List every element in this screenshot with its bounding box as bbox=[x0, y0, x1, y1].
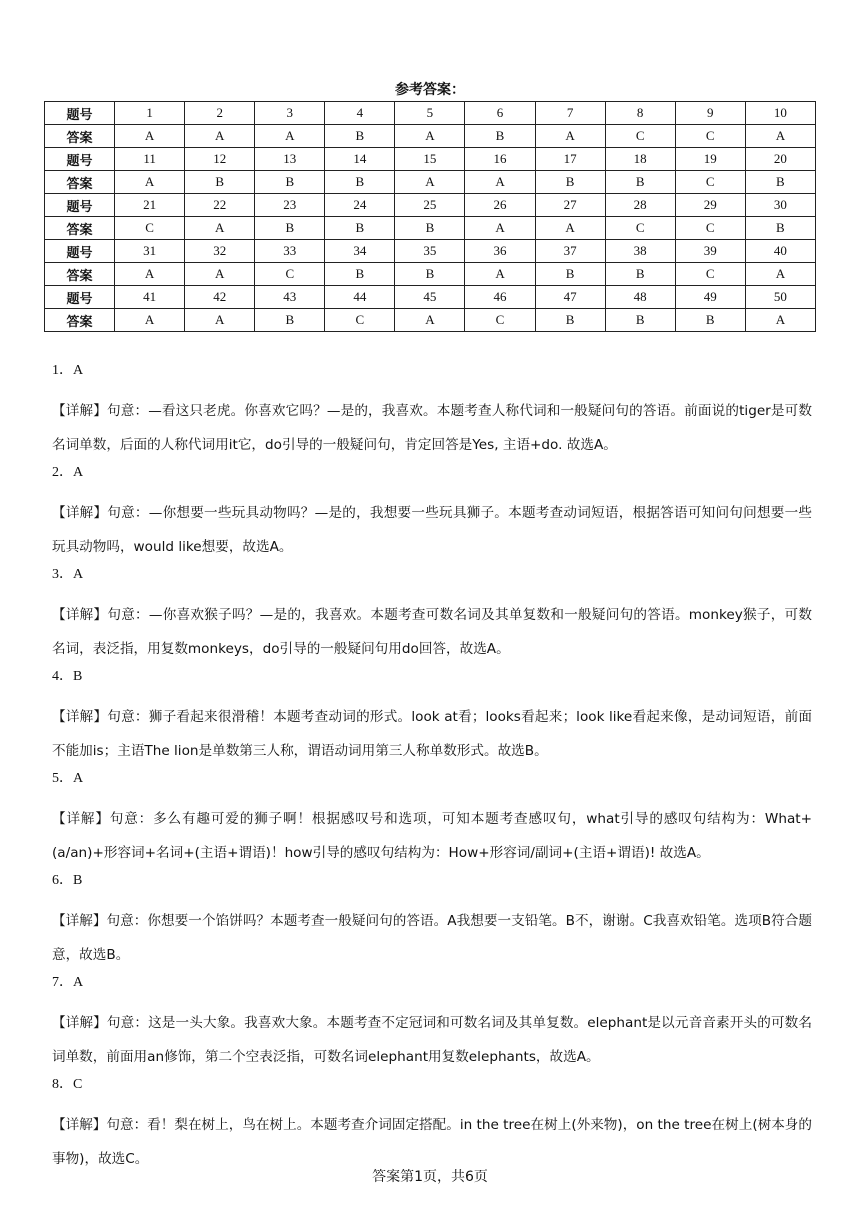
answer-cell: C bbox=[255, 263, 325, 286]
answer-cell: A bbox=[185, 217, 255, 240]
question-explanation: 【详解】句意：狮子看起来很滑稽！本题考查动词的形式。look at看；looks看起来；look like看起来像，是动词短语，前面不能加is；主语The lion是单数第三人称，谓语动词用第三人称单数形式。故选B。 bbox=[52, 709, 812, 759]
answer-cell: A bbox=[115, 263, 185, 286]
number-cell: 33 bbox=[255, 240, 325, 263]
answer-cell: C bbox=[115, 217, 185, 240]
number-cell: 37 bbox=[535, 240, 605, 263]
answer-row-label: 答案 bbox=[45, 125, 115, 148]
question-explanation: 【详解】句意：这是一头大象。我喜欢大象。本题考查不定冠词和可数名词及其单复数。elephant是以元音音素开头的可数名词单数，前面用an修饰，第二个空表泛指，可数名词elephant用复数elephants，故选A。 bbox=[52, 1015, 812, 1065]
question-answer-label: 4．B bbox=[52, 669, 83, 684]
number-cell: 50 bbox=[745, 286, 815, 309]
answer-cell: B bbox=[395, 263, 465, 286]
number-cell: 10 bbox=[745, 102, 815, 125]
number-cell: 7 bbox=[535, 102, 605, 125]
number-cell: 19 bbox=[675, 148, 745, 171]
number-cell: 43 bbox=[255, 286, 325, 309]
question-answer-label: 8．C bbox=[52, 1077, 83, 1092]
number-cell: 39 bbox=[675, 240, 745, 263]
answer-cell: A bbox=[395, 171, 465, 194]
page-footer: 答案第1页，共6页 bbox=[372, 1169, 488, 1185]
answer-cell: A bbox=[185, 125, 255, 148]
answer-cell: C bbox=[675, 125, 745, 148]
answer-cell: A bbox=[465, 171, 535, 194]
answer-cell: C bbox=[325, 309, 395, 332]
number-cell: 40 bbox=[745, 240, 815, 263]
question-explanation: 【详解】句意：—看这只老虎。你喜欢它吗？—是的，我喜欢。本题考查人称代词和一般疑问句的答语。前面说的tiger是可数名词单数，后面的人称代词用it它，do引导的一般疑问句，肯定回答是Yes, 主语+do. 故选A。 bbox=[52, 403, 812, 453]
number-cell: 29 bbox=[675, 194, 745, 217]
answer-cell: C bbox=[675, 217, 745, 240]
answer-cell: B bbox=[535, 309, 605, 332]
answer-row-label: 答案 bbox=[45, 309, 115, 332]
question-explanation: 【详解】句意：—你喜欢猴子吗？—是的，我喜欢。本题考查可数名词及其单复数和一般疑问句的答语。monkey猴子，可数名词，表泛指，用复数monkeys，do引导的一般疑问句用do回答，故选A。 bbox=[52, 607, 812, 657]
table-row-answer bbox=[45, 309, 816, 332]
number-cell: 28 bbox=[605, 194, 675, 217]
answer-cell: C bbox=[675, 263, 745, 286]
question-answer-label: 3．A bbox=[52, 567, 84, 582]
number-cell: 32 bbox=[185, 240, 255, 263]
number-cell: 41 bbox=[115, 286, 185, 309]
answer-table bbox=[44, 101, 816, 332]
answer-cell: C bbox=[465, 309, 535, 332]
answer-cell: A bbox=[465, 263, 535, 286]
number-cell: 17 bbox=[535, 148, 605, 171]
answer-cell: B bbox=[745, 171, 815, 194]
table-row-number bbox=[45, 286, 816, 309]
number-cell: 24 bbox=[325, 194, 395, 217]
number-cell: 12 bbox=[185, 148, 255, 171]
answer-cell: B bbox=[325, 171, 395, 194]
number-cell: 48 bbox=[605, 286, 675, 309]
question-explanation: 【详解】句意：—你想要一些玩具动物吗？—是的，我想要一些玩具狮子。本题考查动词短语，根据答语可知问句问想要一些玩具动物吗，would like想要，故选A。 bbox=[52, 505, 812, 555]
answer-cell: B bbox=[325, 125, 395, 148]
table-row-answer bbox=[45, 217, 816, 240]
answer-cell: A bbox=[535, 125, 605, 148]
answer-cell: B bbox=[605, 171, 675, 194]
answer-cell: A bbox=[535, 217, 605, 240]
number-cell: 21 bbox=[115, 194, 185, 217]
number-cell: 38 bbox=[605, 240, 675, 263]
table-row-answer bbox=[45, 171, 816, 194]
number-cell: 36 bbox=[465, 240, 535, 263]
answer-cell: B bbox=[185, 171, 255, 194]
answer-cell: C bbox=[675, 171, 745, 194]
number-cell: 4 bbox=[325, 102, 395, 125]
number-row-label: 题号 bbox=[45, 194, 115, 217]
answer-cell: B bbox=[605, 309, 675, 332]
number-cell: 31 bbox=[115, 240, 185, 263]
answer-cell: B bbox=[465, 125, 535, 148]
answer-cell: A bbox=[185, 263, 255, 286]
answer-cell: B bbox=[325, 217, 395, 240]
answer-cell: A bbox=[185, 309, 255, 332]
number-cell: 5 bbox=[395, 102, 465, 125]
answer-cell: C bbox=[605, 217, 675, 240]
answer-cell: A bbox=[115, 309, 185, 332]
question-answer-label: 1．A bbox=[52, 363, 84, 378]
number-cell: 45 bbox=[395, 286, 465, 309]
answer-cell: A bbox=[745, 125, 815, 148]
number-cell: 42 bbox=[185, 286, 255, 309]
question-answer-label: 5．A bbox=[52, 771, 84, 786]
number-cell: 27 bbox=[535, 194, 605, 217]
number-cell: 34 bbox=[325, 240, 395, 263]
answer-cell: B bbox=[255, 309, 325, 332]
number-cell: 47 bbox=[535, 286, 605, 309]
answer-cell: C bbox=[605, 125, 675, 148]
answer-cell: B bbox=[745, 217, 815, 240]
answer-row-label: 答案 bbox=[45, 171, 115, 194]
number-cell: 23 bbox=[255, 194, 325, 217]
answer-cell: B bbox=[675, 309, 745, 332]
answer-cell: B bbox=[605, 263, 675, 286]
answer-cell: A bbox=[745, 263, 815, 286]
number-cell: 6 bbox=[465, 102, 535, 125]
number-cell: 26 bbox=[465, 194, 535, 217]
table-row-answer bbox=[45, 263, 816, 286]
number-cell: 18 bbox=[605, 148, 675, 171]
number-cell: 46 bbox=[465, 286, 535, 309]
number-cell: 35 bbox=[395, 240, 465, 263]
number-cell: 14 bbox=[325, 148, 395, 171]
number-cell: 16 bbox=[465, 148, 535, 171]
number-cell: 2 bbox=[185, 102, 255, 125]
number-cell: 49 bbox=[675, 286, 745, 309]
question-explanation: 【详解】句意：看！梨在树上，鸟在树上。本题考查介词固定搭配。in the tree在树上(外来物)，on the tree在树上(树本身的事物)，故选C。 bbox=[52, 1117, 812, 1167]
number-cell: 9 bbox=[675, 102, 745, 125]
number-row-label: 题号 bbox=[45, 240, 115, 263]
question-explanation: 【详解】句意：你想要一个馅饼吗？本题考查一般疑问句的答语。A我想要一支铅笔。B不，谢谢。C我喜欢铅笔。选项B符合题意，故选B。 bbox=[52, 913, 812, 963]
answer-cell: B bbox=[325, 263, 395, 286]
answer-row-label: 答案 bbox=[45, 217, 115, 240]
table-row-number bbox=[45, 148, 816, 171]
explanations bbox=[52, 362, 812, 1176]
answer-cell: A bbox=[395, 125, 465, 148]
answer-row-label: 答案 bbox=[45, 263, 115, 286]
number-cell: 8 bbox=[605, 102, 675, 125]
answer-cell: B bbox=[255, 171, 325, 194]
question-explanation: 【详解】句意：多么有趣可爱的狮子啊！根据感叹号和选项，可知本题考查感叹句，what引导的感叹句结构为：What+(a/an)+形容词+名词+(主语+谓语)！how引导的感叹句结构为：How+形容词/副词+(主语+谓语)! 故选A。 bbox=[52, 811, 812, 861]
number-cell: 1 bbox=[115, 102, 185, 125]
question-answer-label: 6．B bbox=[52, 873, 83, 888]
number-row-label: 题号 bbox=[45, 286, 115, 309]
table-row-number bbox=[45, 240, 816, 263]
question-answer-label: 7．A bbox=[52, 975, 84, 990]
answer-cell: B bbox=[255, 217, 325, 240]
number-cell: 25 bbox=[395, 194, 465, 217]
answer-cell: A bbox=[115, 171, 185, 194]
number-cell: 44 bbox=[325, 286, 395, 309]
table-row-number bbox=[45, 194, 816, 217]
page-title: 参考答案： bbox=[395, 82, 465, 98]
question-answer-label: 2．A bbox=[52, 465, 84, 480]
answer-cell: B bbox=[535, 171, 605, 194]
number-cell: 22 bbox=[185, 194, 255, 217]
table-row-answer bbox=[45, 125, 816, 148]
answer-cell: A bbox=[255, 125, 325, 148]
number-cell: 15 bbox=[395, 148, 465, 171]
number-cell: 11 bbox=[115, 148, 185, 171]
answer-cell: A bbox=[465, 217, 535, 240]
number-row-label: 题号 bbox=[45, 102, 115, 125]
answer-cell: A bbox=[395, 309, 465, 332]
answer-cell: B bbox=[535, 263, 605, 286]
number-cell: 3 bbox=[255, 102, 325, 125]
table-row-number bbox=[45, 102, 816, 125]
number-cell: 20 bbox=[745, 148, 815, 171]
number-row-label: 题号 bbox=[45, 148, 115, 171]
number-cell: 30 bbox=[745, 194, 815, 217]
answer-cell: A bbox=[745, 309, 815, 332]
number-cell: 13 bbox=[255, 148, 325, 171]
answer-cell: A bbox=[115, 125, 185, 148]
answer-cell: B bbox=[395, 217, 465, 240]
